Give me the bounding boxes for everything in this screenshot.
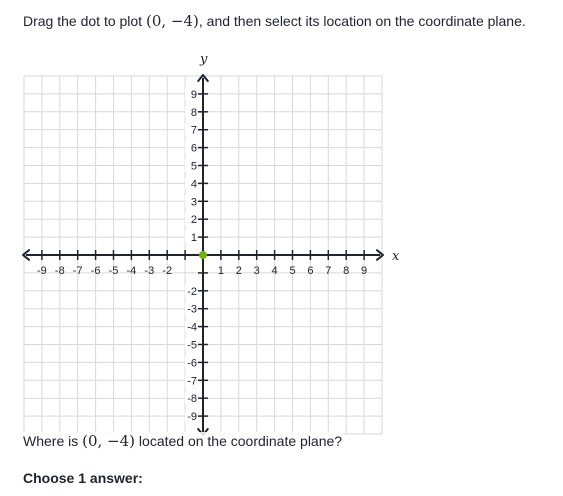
y-tick-label: 6 xyxy=(190,142,197,155)
y-tick-label: -5 xyxy=(187,339,197,352)
x-tick-label: 6 xyxy=(307,265,314,277)
x-tick-label: 8 xyxy=(343,265,350,277)
location-question xyxy=(23,432,344,450)
x-tick-label: 2 xyxy=(235,265,242,277)
y-tick-label: 8 xyxy=(190,106,197,119)
x-axis-label: x xyxy=(392,249,400,264)
question-text-before: Where is xyxy=(23,433,83,449)
x-tick-label: 7 xyxy=(325,265,332,277)
x-tick-label: 5 xyxy=(289,265,296,277)
y-tick-label: -8 xyxy=(187,393,197,406)
y-tick-label: -9 xyxy=(187,411,197,424)
y-tick-label: 7 xyxy=(190,124,197,137)
x-tick-label: -4 xyxy=(126,265,137,277)
x-tick-label: 1 xyxy=(217,265,224,277)
y-tick-label: -2 xyxy=(187,285,197,298)
prompt-text-before: Drag the dot to plot xyxy=(23,13,146,29)
y-tick-label: 5 xyxy=(190,160,197,173)
prompt-text-after: , and then select its location on the coordinate plane. xyxy=(198,13,526,29)
x-tick-label: -3 xyxy=(144,265,155,277)
x-tick-label: -9 xyxy=(37,265,47,277)
y-tick-label: -6 xyxy=(187,357,197,370)
y-tick-label: -3 xyxy=(187,303,197,316)
choose-answer-label: Choose 1 answer: xyxy=(23,470,143,486)
y-tick-label: 9 xyxy=(190,88,197,101)
x-tick-label: -6 xyxy=(90,265,101,277)
x-tick-label: 9 xyxy=(361,265,368,277)
x-tick-label: -2 xyxy=(162,265,173,277)
y-tick-label: 4 xyxy=(190,178,197,191)
x-tick-label: -7 xyxy=(72,265,83,277)
question-point: (0, −4) xyxy=(82,432,136,450)
question-text-after: located on the coordinate plane? xyxy=(135,433,343,449)
y-axis-label: y xyxy=(200,52,208,67)
x-tick-label: -5 xyxy=(108,265,119,277)
y-tick-label: -4 xyxy=(187,321,197,334)
x-tick-label: -8 xyxy=(54,265,65,277)
y-tick-label: 1 xyxy=(190,232,197,245)
y-tick-label: 3 xyxy=(190,196,197,209)
draggable-point[interactable] xyxy=(199,251,207,259)
x-tick-label: 4 xyxy=(271,265,278,277)
x-tick-label: 3 xyxy=(253,265,260,277)
prompt-point: (0, −4) xyxy=(145,12,199,30)
y-tick-label: -7 xyxy=(187,375,197,388)
y-tick-label: 2 xyxy=(190,214,197,227)
